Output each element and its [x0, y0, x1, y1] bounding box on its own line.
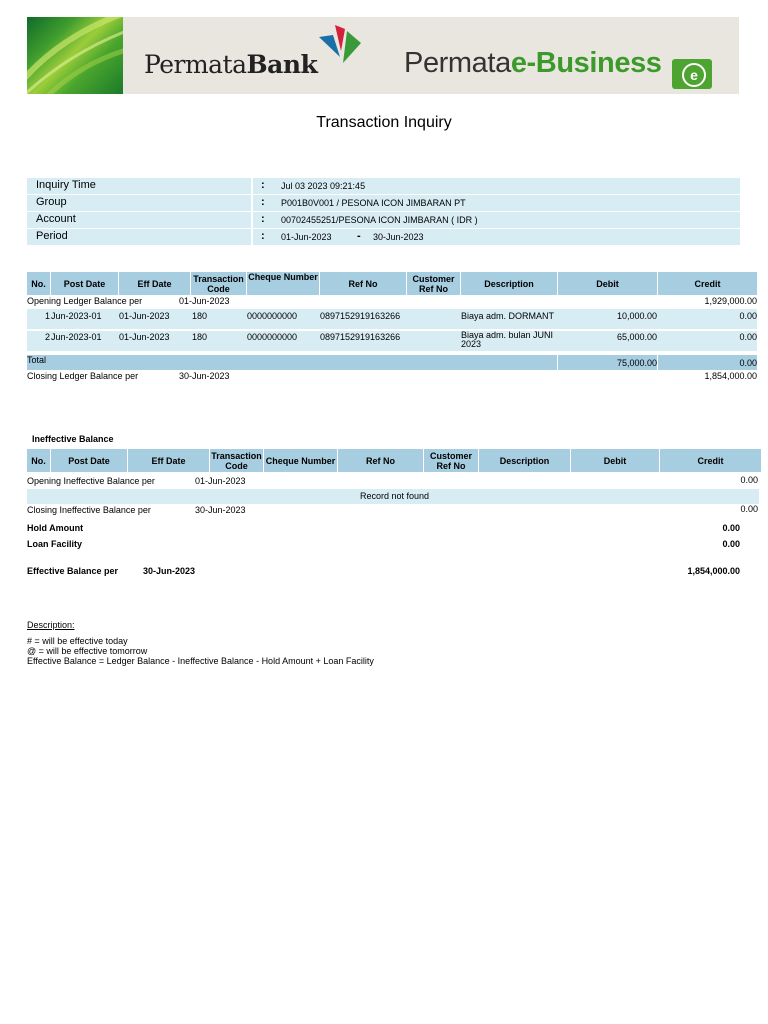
effective-balance-date: 30-Jun-2023 — [143, 566, 196, 576]
col-debit: Debit — [558, 272, 657, 295]
opening-ledger-credit: 1,929,000.00 — [704, 296, 757, 306]
page-title: Transaction Inquiry — [316, 114, 452, 131]
opening-ledger-date: 01-Jun-2023 — [179, 296, 230, 306]
info-row-inquiry-time: Inquiry Time : Jul 03 2023 09:21:45 — [27, 178, 740, 194]
header-banner — [27, 17, 739, 94]
col-eff-date: Eff Date — [119, 272, 190, 295]
closing-ledger-label: Closing Ledger Balance per — [27, 371, 139, 381]
col-transaction-code: Transaction Code — [191, 272, 246, 295]
opening-ledger-label: Opening Ledger Balance per — [27, 296, 143, 306]
leaf-graphic — [27, 17, 123, 94]
ineffective-balance-title: Ineffective Balance — [32, 434, 114, 444]
table-row: 2 01-Jun-2023 01-Jun-2023 180 0000000000 0897152919163266 Biaya adm. bulan JUNI 2023 65,000.00 0.00 — [27, 331, 757, 351]
col-ref-no: Ref No — [320, 272, 406, 295]
closing-ineffective-date: 30-Jun-2023 — [195, 505, 246, 515]
col-post-date: Post Date — [51, 272, 118, 295]
effective-balance-label: Effective Balance per — [27, 566, 119, 576]
opening-ineffective-credit: 0.00 — [740, 475, 758, 485]
empty-row: Record not found — [27, 489, 759, 504]
info-row-group: Group : P001B0V001 / PESONA ICON JIMBARAN PT — [27, 195, 740, 211]
col-description: Description — [461, 272, 557, 295]
hold-amount-label: Hold Amount — [27, 523, 84, 533]
e-business-badge-icon: e — [672, 59, 712, 89]
hold-amount-value: 0.00 — [722, 523, 740, 533]
closing-ineffective-label: Closing Ineffective Balance per — [27, 505, 151, 515]
description-line: # = will be effective today — [27, 636, 128, 646]
col-no: No. — [27, 272, 50, 295]
description-heading: Description: — [27, 620, 75, 630]
table-row: 1 01-Jun-2023 01-Jun-2023 180 0000000000 0897152919163266 Biaya adm. DORMANT 10,000.00 0.00 — [27, 309, 757, 329]
closing-ineffective-credit: 0.00 — [740, 504, 758, 514]
description-line: Effective Balance = Ledger Balance - Ineffective Balance - Hold Amount + Loan Facility — [27, 656, 374, 666]
transactions-header — [27, 272, 757, 295]
effective-balance-value: 1,854,000.00 — [687, 566, 740, 576]
info-row-account: Account : 00702455251/PESONA ICON JIMBARAN ( IDR ) — [27, 212, 740, 228]
loan-facility-label: Loan Facility — [27, 539, 83, 549]
loan-facility-value: 0.00 — [722, 539, 740, 549]
info-row-period: Period : 01-Jun-2023 - 30-Jun-2023 — [27, 229, 740, 245]
col-customer-ref-no: Customer Ref No — [407, 272, 460, 295]
col-credit: Credit — [658, 272, 757, 295]
total-row: Total 75,000.00 0.00 — [27, 355, 757, 368]
ineffective-header: No. Post Date Eff Date Transaction Code Cheque Number Ref No Customer Ref No Description Debit Credit — [27, 449, 761, 472]
permata-logo-icon — [313, 21, 365, 73]
opening-ineffective-label: Opening Ineffective Balance per — [27, 476, 155, 486]
closing-ledger-credit: 1,854,000.00 — [704, 371, 757, 381]
e-business-logo: Permatae-Business — [404, 47, 662, 79]
opening-ineffective-date: 01-Jun-2023 — [195, 476, 246, 486]
description-line: @ = will be effective tomorrow — [27, 646, 148, 656]
permatabank-logo: PermataBank — [144, 50, 318, 79]
col-cheque-number: Cheque Number — [247, 272, 319, 295]
closing-ledger-date: 30-Jun-2023 — [179, 371, 230, 381]
